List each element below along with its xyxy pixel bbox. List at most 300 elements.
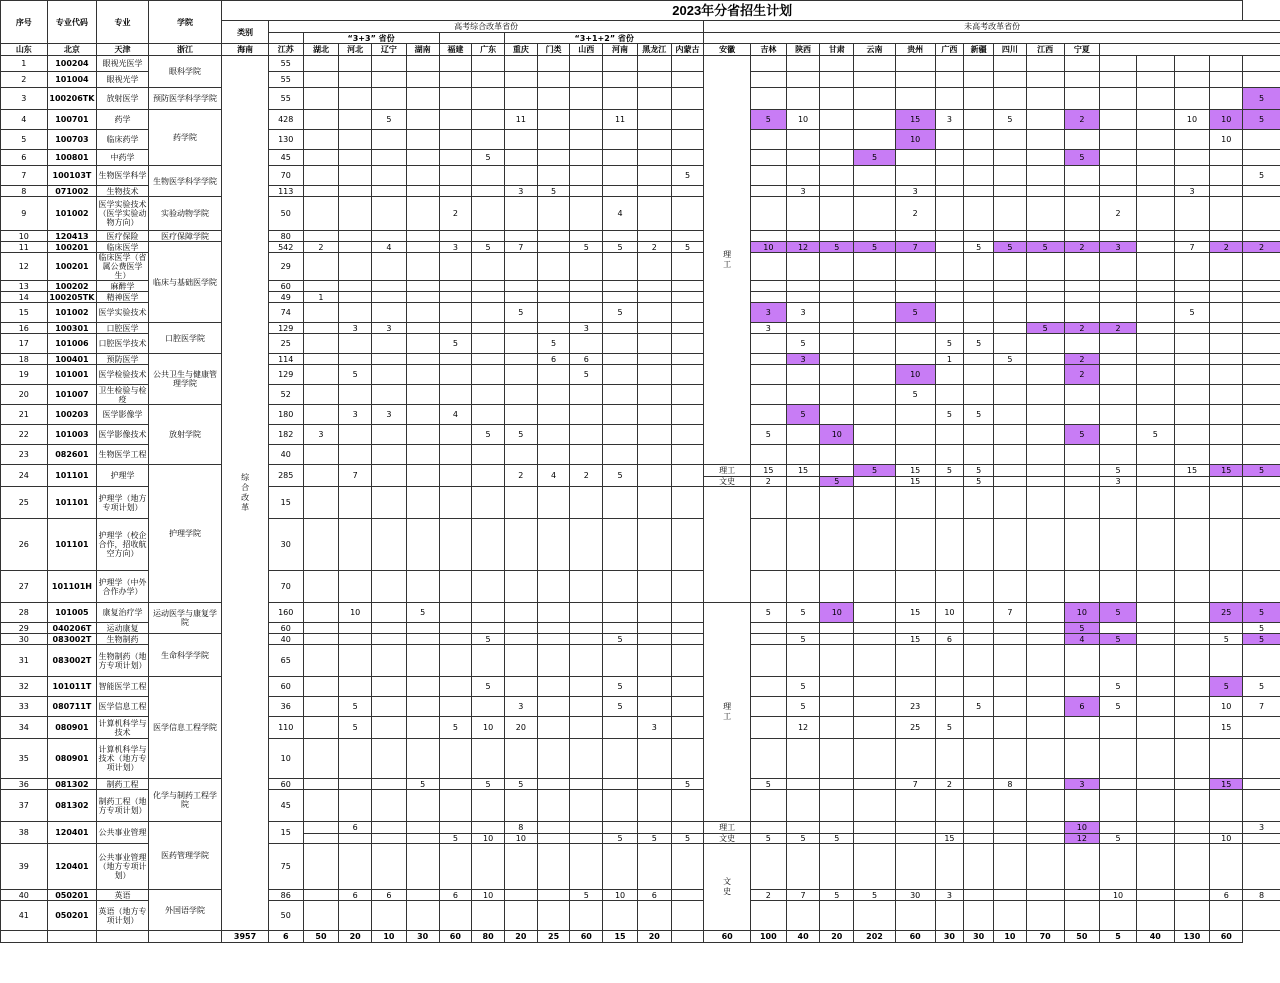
value-cell bbox=[1064, 231, 1100, 242]
value-cell bbox=[964, 385, 994, 405]
value-cell bbox=[570, 231, 603, 242]
value-cell bbox=[1064, 739, 1100, 779]
value-cell bbox=[1174, 790, 1210, 822]
province-header: 天津 bbox=[97, 44, 149, 56]
value-cell bbox=[854, 603, 896, 623]
value-cell bbox=[1210, 425, 1243, 445]
value-cell bbox=[406, 110, 439, 130]
row-seq: 38 bbox=[1, 822, 48, 844]
total-cell: 10 bbox=[372, 931, 407, 943]
value-cell bbox=[637, 790, 671, 822]
value-cell bbox=[637, 231, 671, 242]
value-cell: 10 bbox=[504, 834, 537, 844]
value-cell: 428 bbox=[268, 110, 303, 130]
row-seq: 21 bbox=[1, 405, 48, 425]
value-cell bbox=[1136, 697, 1174, 717]
value-cell bbox=[1136, 822, 1174, 834]
value-cell bbox=[1174, 603, 1210, 623]
row-code: 100201 bbox=[47, 242, 97, 253]
value-cell bbox=[671, 634, 704, 645]
row-code: 100206TK bbox=[47, 88, 97, 110]
value-cell: 2 bbox=[637, 242, 671, 253]
value-cell bbox=[303, 88, 339, 110]
total-cell: 202 bbox=[854, 931, 896, 943]
value-cell: 5 bbox=[935, 334, 964, 354]
value-cell: 5 bbox=[603, 677, 638, 697]
value-cell bbox=[895, 323, 935, 334]
value-cell bbox=[339, 445, 372, 465]
value-cell bbox=[994, 790, 1027, 822]
value-cell: 7 bbox=[504, 242, 537, 253]
value-cell bbox=[537, 571, 570, 603]
value-cell bbox=[504, 166, 537, 186]
province-header: 内蒙古 bbox=[671, 44, 704, 56]
value-cell bbox=[303, 890, 339, 901]
value-cell bbox=[1210, 166, 1243, 186]
value-cell bbox=[820, 334, 854, 354]
value-cell bbox=[1174, 634, 1210, 645]
value-cell bbox=[570, 645, 603, 677]
row-major: 口腔医学 bbox=[97, 323, 149, 334]
value-cell bbox=[1136, 303, 1174, 323]
value-cell bbox=[750, 519, 786, 571]
table-row bbox=[1, 890, 1280, 901]
value-cell bbox=[637, 281, 671, 292]
value-cell bbox=[637, 844, 671, 890]
value-cell bbox=[637, 197, 671, 231]
value-cell bbox=[339, 425, 372, 445]
value-cell: 55 bbox=[268, 56, 303, 72]
row-code: 101011T bbox=[47, 677, 97, 697]
value-cell bbox=[786, 790, 820, 822]
value-cell bbox=[1026, 790, 1064, 822]
value-cell bbox=[786, 822, 820, 834]
value-cell bbox=[750, 901, 786, 931]
value-cell bbox=[671, 385, 704, 405]
row-code: 100801 bbox=[47, 150, 97, 166]
value-cell bbox=[1026, 623, 1064, 634]
value-cell bbox=[1174, 677, 1210, 697]
value-cell bbox=[372, 717, 407, 739]
value-cell: 5 bbox=[439, 717, 472, 739]
value-cell bbox=[1026, 425, 1064, 445]
header-college: 学院 bbox=[148, 1, 221, 44]
value-cell bbox=[1210, 303, 1243, 323]
value-cell bbox=[820, 405, 854, 425]
value-cell bbox=[820, 487, 854, 519]
value-cell bbox=[339, 901, 372, 931]
row-code: 081302 bbox=[47, 779, 97, 790]
value-cell: 542 bbox=[268, 242, 303, 253]
value-cell bbox=[372, 571, 407, 603]
value-cell bbox=[439, 88, 472, 110]
value-cell bbox=[750, 385, 786, 405]
row-college: 运动医学与康复学院 bbox=[148, 603, 221, 634]
row-seq: 2 bbox=[1, 72, 48, 88]
value-cell bbox=[1026, 901, 1064, 931]
value-cell bbox=[1210, 790, 1243, 822]
value-cell: 5 bbox=[1210, 634, 1243, 645]
value-cell bbox=[994, 186, 1027, 197]
value-cell bbox=[1026, 677, 1064, 697]
value-cell bbox=[1064, 303, 1100, 323]
value-cell bbox=[854, 477, 896, 487]
value-cell bbox=[750, 197, 786, 231]
value-cell bbox=[935, 72, 964, 88]
value-cell: 2 bbox=[1243, 242, 1280, 253]
value-cell bbox=[1210, 231, 1243, 242]
row-code: 100401 bbox=[47, 354, 97, 365]
value-cell bbox=[671, 56, 704, 72]
value-cell: 10 bbox=[472, 890, 505, 901]
value-cell bbox=[854, 130, 896, 150]
value-cell bbox=[1210, 334, 1243, 354]
value-cell bbox=[964, 292, 994, 303]
value-cell bbox=[750, 253, 786, 281]
header-blank bbox=[268, 33, 303, 44]
value-cell bbox=[1243, 571, 1280, 603]
value-cell bbox=[472, 292, 505, 303]
row-code: 100205TK bbox=[47, 292, 97, 303]
value-cell: 29 bbox=[268, 253, 303, 281]
row-seq: 22 bbox=[1, 425, 48, 445]
value-cell: 5 bbox=[671, 779, 704, 790]
value-cell bbox=[1174, 166, 1210, 186]
value-cell bbox=[994, 281, 1027, 292]
value-cell bbox=[750, 56, 786, 72]
value-cell bbox=[472, 465, 505, 487]
value-cell bbox=[537, 110, 570, 130]
value-cell bbox=[406, 645, 439, 677]
value-cell bbox=[935, 901, 964, 931]
value-cell bbox=[472, 56, 505, 72]
value-cell bbox=[537, 890, 570, 901]
value-cell bbox=[1243, 519, 1280, 571]
value-cell bbox=[472, 88, 505, 110]
value-cell bbox=[935, 425, 964, 445]
value-cell bbox=[439, 645, 472, 677]
value-cell bbox=[964, 150, 994, 166]
value-cell: 5 bbox=[603, 242, 638, 253]
value-cell bbox=[472, 72, 505, 88]
value-cell bbox=[994, 445, 1027, 465]
value-cell bbox=[1174, 405, 1210, 425]
total-cell: 3957 bbox=[222, 931, 269, 943]
value-cell: 5 bbox=[1064, 150, 1100, 166]
value-cell bbox=[1026, 717, 1064, 739]
value-cell bbox=[1210, 901, 1243, 931]
value-cell bbox=[854, 822, 896, 834]
value-cell bbox=[935, 56, 964, 72]
row-seq: 19 bbox=[1, 365, 48, 385]
value-cell bbox=[671, 88, 704, 110]
value-cell bbox=[994, 477, 1027, 487]
row-seq: 32 bbox=[1, 677, 48, 697]
value-cell: 3 bbox=[935, 110, 964, 130]
row-seq: 26 bbox=[1, 519, 48, 571]
value-cell bbox=[637, 150, 671, 166]
value-cell bbox=[1136, 166, 1174, 186]
value-cell bbox=[472, 197, 505, 231]
value-cell bbox=[570, 425, 603, 445]
province-header: 四川 bbox=[994, 44, 1027, 56]
value-cell bbox=[994, 72, 1027, 88]
value-cell bbox=[504, 623, 537, 634]
value-cell bbox=[1210, 445, 1243, 465]
row-major: 医学实验技术（医学实验动物方向） bbox=[97, 197, 149, 231]
value-cell: 2 bbox=[439, 197, 472, 231]
value-cell bbox=[935, 519, 964, 571]
value-cell bbox=[1100, 292, 1137, 303]
value-cell bbox=[303, 445, 339, 465]
value-cell bbox=[786, 72, 820, 88]
row-code: 101004 bbox=[47, 72, 97, 88]
value-cell bbox=[895, 425, 935, 445]
value-cell: 2 bbox=[895, 197, 935, 231]
value-cell: 3 bbox=[1100, 477, 1137, 487]
row-major: 护理学（中外合作办学） bbox=[97, 571, 149, 603]
value-cell bbox=[671, 292, 704, 303]
value-cell bbox=[994, 834, 1027, 844]
value-cell bbox=[339, 645, 372, 677]
value-cell bbox=[854, 571, 896, 603]
value-cell bbox=[854, 166, 896, 186]
value-cell bbox=[439, 634, 472, 645]
value-cell bbox=[303, 253, 339, 281]
value-cell bbox=[303, 519, 339, 571]
value-cell bbox=[339, 231, 372, 242]
value-cell bbox=[786, 739, 820, 779]
table-row bbox=[1, 197, 1280, 231]
value-cell: 10 bbox=[895, 130, 935, 150]
value-cell bbox=[372, 901, 407, 931]
value-cell bbox=[1243, 303, 1280, 323]
value-cell bbox=[570, 717, 603, 739]
value-cell bbox=[603, 354, 638, 365]
row-major: 医学实验技术 bbox=[97, 303, 149, 323]
value-cell bbox=[1026, 354, 1064, 365]
value-cell: 74 bbox=[268, 303, 303, 323]
value-cell bbox=[1210, 487, 1243, 519]
total-cell: 60 bbox=[570, 931, 603, 943]
value-cell bbox=[303, 603, 339, 623]
value-cell bbox=[303, 281, 339, 292]
value-cell bbox=[504, 519, 537, 571]
value-cell bbox=[1064, 56, 1100, 72]
value-cell bbox=[570, 834, 603, 844]
value-cell bbox=[570, 822, 603, 834]
value-cell bbox=[372, 281, 407, 292]
value-cell bbox=[637, 901, 671, 931]
value-cell bbox=[1136, 834, 1174, 844]
value-cell: 129 bbox=[268, 365, 303, 385]
value-cell bbox=[637, 571, 671, 603]
province-header: 河北 bbox=[339, 44, 372, 56]
value-cell bbox=[372, 425, 407, 445]
value-cell: 3 bbox=[439, 242, 472, 253]
row-major: 中药学 bbox=[97, 150, 149, 166]
value-cell bbox=[1210, 72, 1243, 88]
value-cell bbox=[750, 354, 786, 365]
menlei-cell: 文史 bbox=[704, 477, 751, 487]
value-cell bbox=[1136, 72, 1174, 88]
value-cell bbox=[1210, 405, 1243, 425]
value-cell bbox=[603, 385, 638, 405]
value-cell bbox=[895, 150, 935, 166]
value-cell: 5 bbox=[964, 405, 994, 425]
value-cell bbox=[964, 197, 994, 231]
value-cell bbox=[1243, 334, 1280, 354]
value-cell bbox=[786, 571, 820, 603]
value-cell bbox=[504, 901, 537, 931]
row-major: 眼视光学 bbox=[97, 72, 149, 88]
value-cell: 52 bbox=[268, 385, 303, 405]
value-cell bbox=[750, 645, 786, 677]
value-cell bbox=[303, 150, 339, 166]
value-cell bbox=[1100, 717, 1137, 739]
value-cell: 3 bbox=[570, 323, 603, 334]
value-cell bbox=[303, 790, 339, 822]
value-cell bbox=[570, 844, 603, 890]
value-cell bbox=[603, 323, 638, 334]
value-cell bbox=[1064, 465, 1100, 477]
value-cell bbox=[504, 281, 537, 292]
value-cell bbox=[1026, 697, 1064, 717]
value-cell bbox=[339, 150, 372, 166]
value-cell bbox=[1136, 323, 1174, 334]
row-seq: 16 bbox=[1, 323, 48, 334]
value-cell bbox=[637, 292, 671, 303]
total-cell: 100 bbox=[750, 931, 786, 943]
value-cell bbox=[1210, 571, 1243, 603]
value-cell bbox=[1174, 231, 1210, 242]
value-cell bbox=[570, 281, 603, 292]
value-cell bbox=[786, 385, 820, 405]
value-cell bbox=[671, 130, 704, 150]
value-cell bbox=[895, 405, 935, 425]
value-cell bbox=[964, 425, 994, 445]
value-cell bbox=[504, 634, 537, 645]
total-cell: 10 bbox=[994, 931, 1027, 943]
value-cell bbox=[935, 477, 964, 487]
value-cell bbox=[537, 603, 570, 623]
value-cell bbox=[637, 130, 671, 150]
value-cell bbox=[1174, 739, 1210, 779]
value-cell bbox=[537, 790, 570, 822]
value-cell bbox=[994, 645, 1027, 677]
value-cell bbox=[895, 645, 935, 677]
value-cell bbox=[637, 519, 671, 571]
province-header: 宁夏 bbox=[1064, 44, 1100, 56]
value-cell bbox=[1243, 834, 1280, 844]
value-cell bbox=[964, 110, 994, 130]
value-cell bbox=[750, 697, 786, 717]
value-cell: 2 bbox=[1064, 110, 1100, 130]
value-cell bbox=[1064, 405, 1100, 425]
value-cell bbox=[1136, 292, 1174, 303]
value-cell bbox=[1064, 519, 1100, 571]
value-cell bbox=[504, 253, 537, 281]
value-cell bbox=[1136, 477, 1174, 487]
value-cell bbox=[964, 323, 994, 334]
value-cell bbox=[439, 677, 472, 697]
value-cell bbox=[935, 186, 964, 197]
value-cell bbox=[439, 110, 472, 130]
value-cell bbox=[570, 901, 603, 931]
value-cell bbox=[935, 166, 964, 186]
value-cell bbox=[339, 790, 372, 822]
value-cell: 5 bbox=[1243, 603, 1280, 623]
value-cell bbox=[671, 822, 704, 834]
value-cell: 5 bbox=[786, 603, 820, 623]
value-cell bbox=[994, 677, 1027, 697]
value-cell: 3 bbox=[372, 323, 407, 334]
value-cell bbox=[895, 354, 935, 365]
value-cell: 5 bbox=[750, 425, 786, 445]
value-cell bbox=[406, 634, 439, 645]
value-cell bbox=[671, 603, 704, 623]
value-cell bbox=[570, 790, 603, 822]
value-cell: 5 bbox=[854, 890, 896, 901]
value-cell bbox=[750, 739, 786, 779]
value-cell bbox=[339, 166, 372, 186]
value-cell bbox=[406, 623, 439, 634]
row-major: 临床药学 bbox=[97, 130, 149, 150]
value-cell bbox=[820, 717, 854, 739]
value-cell: 40 bbox=[268, 634, 303, 645]
value-cell bbox=[1210, 323, 1243, 334]
value-cell: 2 bbox=[504, 465, 537, 487]
row-college: 口腔医学院 bbox=[148, 323, 221, 354]
province-header: 云南 bbox=[854, 44, 896, 56]
value-cell bbox=[820, 697, 854, 717]
value-cell bbox=[671, 790, 704, 822]
value-cell bbox=[603, 844, 638, 890]
value-cell bbox=[603, 56, 638, 72]
value-cell bbox=[1174, 197, 1210, 231]
value-cell bbox=[570, 56, 603, 72]
value-cell bbox=[406, 323, 439, 334]
value-cell bbox=[671, 110, 704, 130]
value-cell bbox=[1100, 445, 1137, 465]
value-cell bbox=[303, 834, 339, 844]
value-cell bbox=[406, 571, 439, 603]
value-cell: 2 bbox=[935, 779, 964, 790]
value-cell bbox=[570, 186, 603, 197]
value-cell: 70 bbox=[268, 571, 303, 603]
value-cell bbox=[786, 487, 820, 519]
row-seq: 18 bbox=[1, 354, 48, 365]
value-cell bbox=[570, 72, 603, 88]
value-cell: 3 bbox=[637, 717, 671, 739]
header-menlei: 门类 bbox=[537, 44, 570, 56]
row-major: 口腔医学技术 bbox=[97, 334, 149, 354]
row-code: 101006 bbox=[47, 334, 97, 354]
value-cell bbox=[786, 365, 820, 385]
value-cell bbox=[339, 677, 372, 697]
value-cell bbox=[1210, 88, 1243, 110]
value-cell bbox=[1026, 303, 1064, 323]
value-cell bbox=[603, 717, 638, 739]
value-cell bbox=[1100, 166, 1137, 186]
value-cell bbox=[1064, 281, 1100, 292]
value-cell bbox=[854, 303, 896, 323]
value-cell: 5 bbox=[750, 834, 786, 844]
value-cell bbox=[537, 901, 570, 931]
value-cell bbox=[439, 150, 472, 166]
value-cell bbox=[854, 834, 896, 844]
value-cell: 5 bbox=[570, 365, 603, 385]
